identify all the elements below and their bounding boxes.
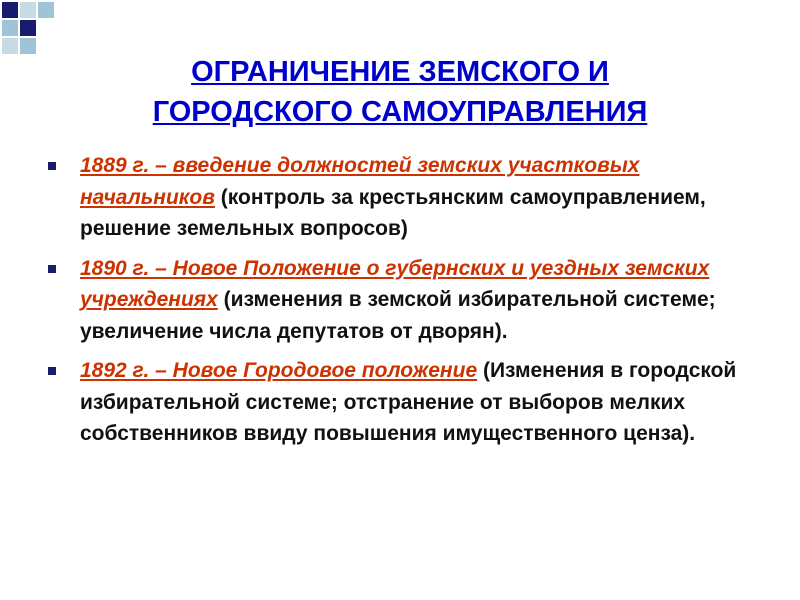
item-highlight: 1892 г. – Новое Городовое положение bbox=[80, 359, 478, 382]
corner-square bbox=[20, 38, 36, 54]
reform-list bbox=[42, 150, 762, 458]
slide-title-line2: ГОРОДСКОГО САМОУПРАВЛЕНИЯ bbox=[152, 96, 648, 128]
corner-square bbox=[2, 20, 18, 36]
item-highlight: 1890 г. – Новое Положение о губернских и уездных земских учреждениях bbox=[80, 256, 710, 311]
item-text: (Изменения в городской избирательной системе; отстранение от выборов мелких собственников ввиду повышения имущественного ценза). bbox=[80, 359, 737, 445]
square-bullet-icon bbox=[48, 367, 56, 375]
item-highlight: 1889 г. – введение должностей земских участковых начальников bbox=[80, 154, 640, 209]
corner-decoration bbox=[0, 0, 60, 50]
list-item bbox=[42, 253, 762, 348]
item-text: (контроль за крестьянским самоуправлением, решение земельных вопросов) bbox=[80, 185, 706, 240]
corner-square bbox=[2, 2, 18, 18]
square-bullet-icon bbox=[48, 162, 56, 170]
slide-title-line1: ОГРАНИЧЕНИЕ ЗЕМСКОГО И bbox=[191, 56, 609, 88]
corner-square bbox=[2, 38, 18, 54]
corner-square bbox=[38, 2, 54, 18]
list-item bbox=[42, 150, 762, 245]
square-bullet-icon bbox=[48, 265, 56, 273]
list-item bbox=[42, 355, 762, 450]
item-text: (изменения в земской избирательной системе; увеличение числа депутатов от дворян). bbox=[80, 288, 716, 343]
slide-title bbox=[60, 52, 740, 132]
corner-square bbox=[20, 20, 36, 36]
corner-square bbox=[20, 2, 36, 18]
